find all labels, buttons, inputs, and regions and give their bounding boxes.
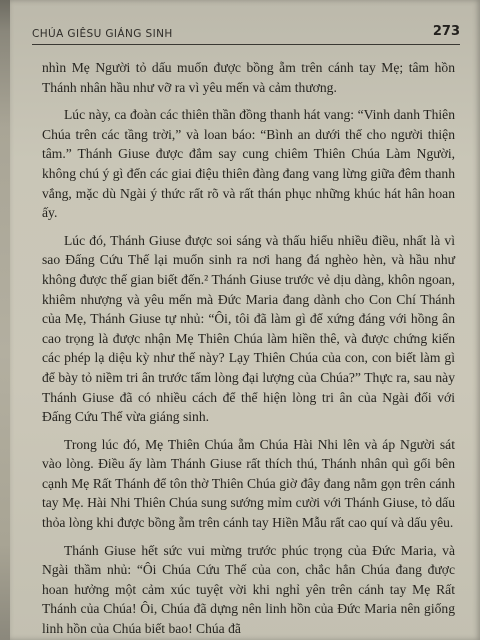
paragraph-4: Trong lúc đó, Mẹ Thiên Chúa ẵm Chúa Hài Nhi lên và áp Người sát vào lòng. Điều ấy làm Thánh Giuse rất thích thú, Thánh nhân quì gối bên cạnh Mẹ Rất Thánh để tôn thờ Thiên Chúa giờ đây đang nằm gọn trên cánh tay Mẹ. Hài Nhi Thiên Chúa sung sướng mỉm cười với Thánh Giuse, tỏ dấu thỏa lòng khi được bồng ẵm trên cánh tay Hiền Mẫu rất cao quí và dấu yêu. bbox=[42, 436, 455, 531]
paragraph-3: Lúc đó, Thánh Giuse được soi sáng và thấu hiểu nhiều điều, nhất là vì sao Đấng Cứu Thế lại muốn sinh ra nơi hang đá nghèo hèn, và hầu như không được thế gian biết đến.² Thánh Giuse trước vẻ dịu dàng, khôn ngoan, khiêm nhượng và yêu mến mà Đức Maria đang dành cho Con Chí Thánh của Mẹ, Thánh Giuse tự nhủ: “Ôi, tôi đã làm gì để xứng đáng với hồng ân cao trọng là được nhận Mẹ Thiên Chúa làm hiền thê, và được chứng kiến các phép lạ diệu kỳ như thế này? Lạy Thiên Chúa của con, con biết làm gì để bày tỏ niềm tri ân trước tấm lòng đại lượng của Chúa?” Thực ra, sau này Thánh Giuse đã có nhiều cách để thể hiện lòng tri ân của Ngài đối với Đấng Cứu Thế vừa giáng sinh. bbox=[42, 232, 455, 425]
paragraph-1: nhìn Mẹ Người tỏ dấu muốn được bồng ẵm trên cánh tay Mẹ; tâm hồn Thánh nhân hầu như vỡ ra vì yêu mến và cảm thương. bbox=[42, 60, 455, 95]
book-page bbox=[10, 0, 480, 640]
page-number: 273 bbox=[432, 24, 460, 39]
running-header bbox=[32, 22, 460, 45]
body-text bbox=[42, 58, 455, 639]
chapter-title: CHÚA GIÊSU GIÁNG SINH bbox=[32, 28, 173, 40]
paragraph-5: Thánh Giuse hết sức vui mừng trước phúc trọng của Đức Maria, và Ngài thầm nhủ: “Ôi Chúa Cứu Thế của con, chắc hẳn Chúa đang được hoan hưởng một cảm xúc tuyệt vời khi nghỉ yên trên cánh tay Mẹ Rất Thánh của Chúa! Ôi, Chúa đã dựng nên linh hồn của Đức Maria nên giống linh hồn của Chúa biết bao! Chúa đã bbox=[42, 542, 455, 637]
paragraph-2: Lúc này, ca đoàn các thiên thần đồng thanh hát vang: “Vinh danh Thiên Chúa trên các tầng trời,” và loan báo: “Bình an dưới thế cho người thiện tâm.” Thánh Giuse được đắm say cung chiêm Thiên Chúa Làm Người, không chú ý gì đến các giai điệu thiên đàng đang vang lừng giữa đêm thanh vắng, mặc dù Ngài ý thức rất rõ và rất thán phục những khúc hát hân hoan ấy. bbox=[42, 107, 455, 221]
